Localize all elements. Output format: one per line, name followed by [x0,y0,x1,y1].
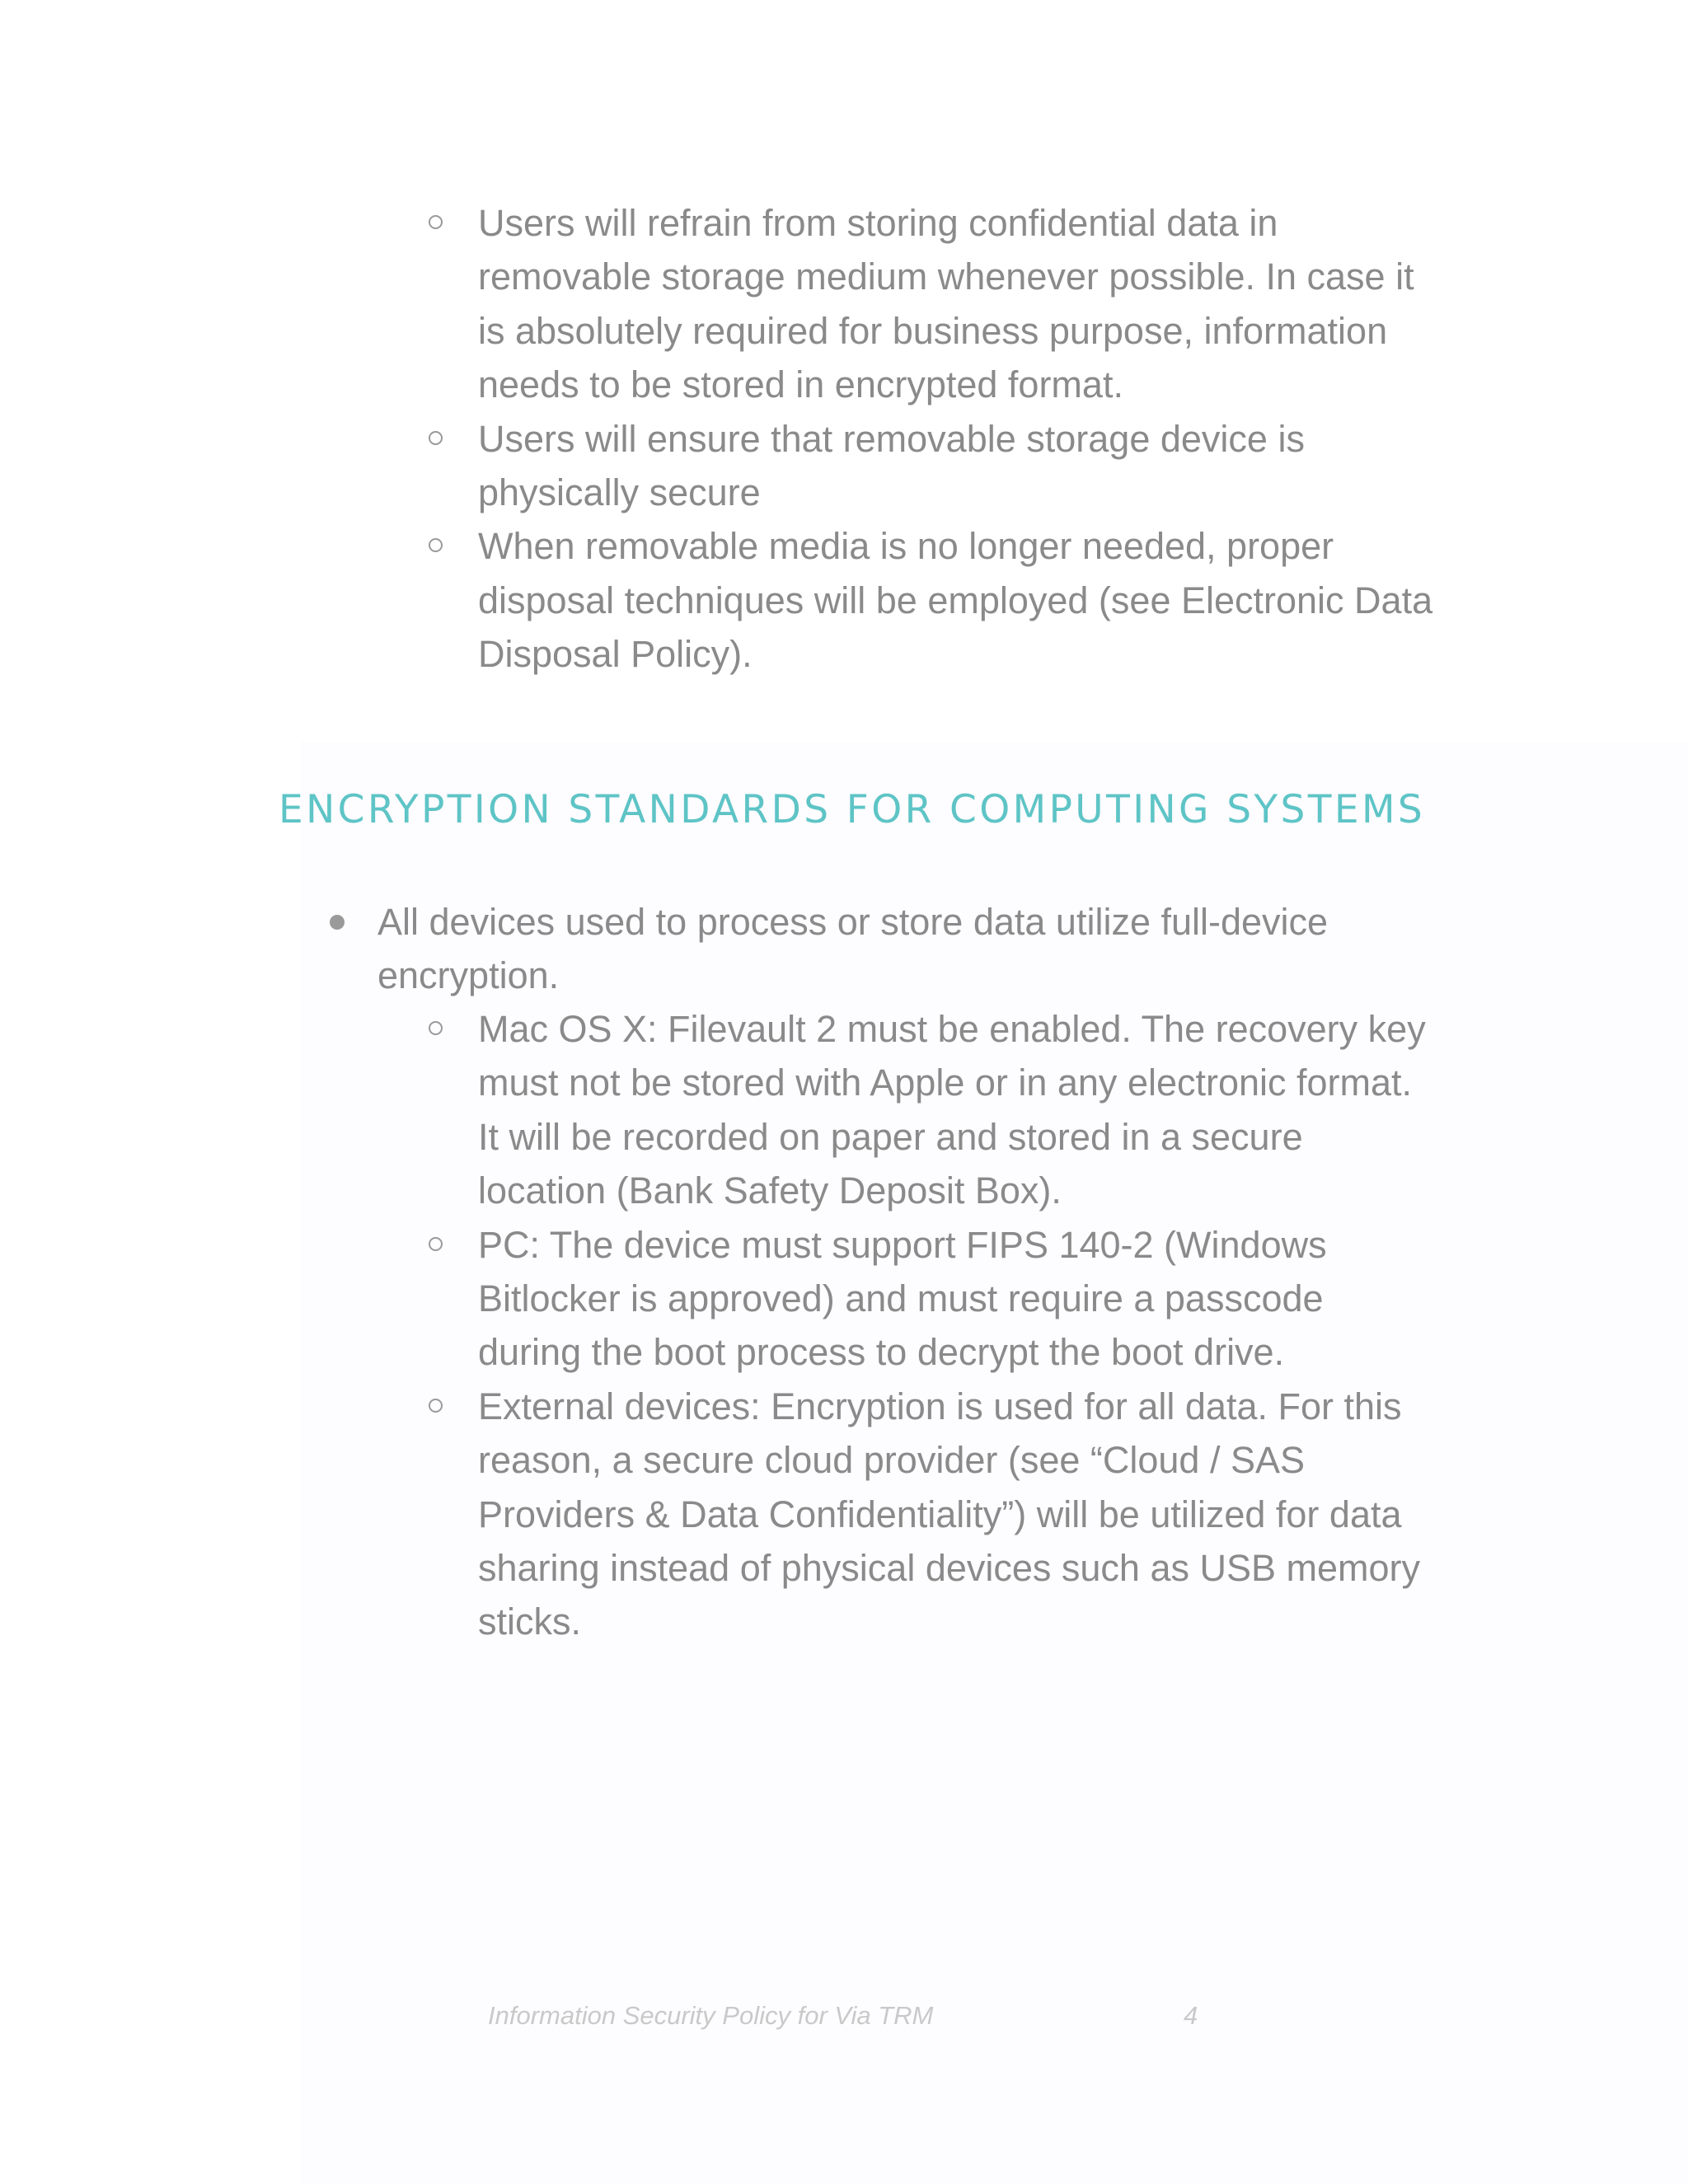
list-item [429,196,1418,412]
list-item-line: Disposal Policy). [478,633,753,676]
list-item-line: Users will ensure that removable storage device is [478,417,1305,460]
list-item-line: sharing instead of physical devices such as USB memory [478,1547,1421,1590]
list-item-line: PC: The device must support FIPS 140-2 (Windows [478,1223,1327,1266]
list-item-line: removable storage medium whenever possible. In case it [478,255,1414,298]
list-item-line: must not be stored with Apple or in any electronic format. [478,1062,1413,1104]
section-sub-list [429,1002,1426,1649]
top-sub-list [429,196,1433,682]
list-item [429,1380,1421,1649]
list-item-line: during the boot process to decrypt the boot drive. [478,1331,1285,1374]
hollow-circle-bullet-icon [429,1021,443,1035]
list-item [429,1218,1418,1380]
list-item-line: Providers & Data Confidentiality”) will be utilized for data [478,1493,1402,1535]
list-item [429,519,1433,681]
list-item-line: is absolutely required for business purpose, information [478,309,1388,352]
list-item [429,1002,1426,1218]
filled-circle-bullet-icon [330,915,345,930]
list-item-line: Bitlocker is approved) and must require a passcode [478,1277,1324,1320]
list-item-line: All devices used to process or store data utilize full-device [377,901,1329,943]
list-item-line: External devices: Encryption is used for all data. For this [478,1385,1402,1427]
list-item-line: needs to be stored in encrypted format. [478,363,1123,406]
list-item-line: reason, a secure cloud provider (see “Cloud / SAS [478,1439,1306,1482]
section-heading: ENCRYPTION STANDARDS FOR COMPUTING SYSTEMS [279,787,1426,832]
list-item-line: location (Bank Safety Deposit Box). [478,1169,1062,1212]
list-item-line: It will be recorded on paper and stored in a secure [478,1115,1303,1158]
hollow-circle-bullet-icon [429,215,443,229]
list-item [429,412,1418,520]
list-item-line: sticks. [478,1601,582,1643]
hollow-circle-bullet-icon [429,1399,443,1413]
list-item-line: physically secure [478,471,761,514]
footer-document-title: Information Security Policy for Via TRM [488,2001,934,2030]
main-list-item [330,895,1328,1003]
hollow-circle-bullet-icon [429,431,443,445]
hollow-circle-bullet-icon [429,1237,443,1251]
footer-page-number: 4 [1184,2001,1198,2030]
list-item-line: When removable media is no longer needed, proper [478,525,1334,568]
hollow-circle-bullet-icon [429,538,443,552]
list-item-line: Mac OS X: Filevault 2 must be enabled. The recovery key [478,1008,1426,1050]
list-item-line: Users will refrain from storing confidential data in [478,202,1278,244]
list-item-line: encryption. [377,954,560,997]
list-item-line: disposal techniques will be employed (see Electronic Data [478,579,1433,621]
